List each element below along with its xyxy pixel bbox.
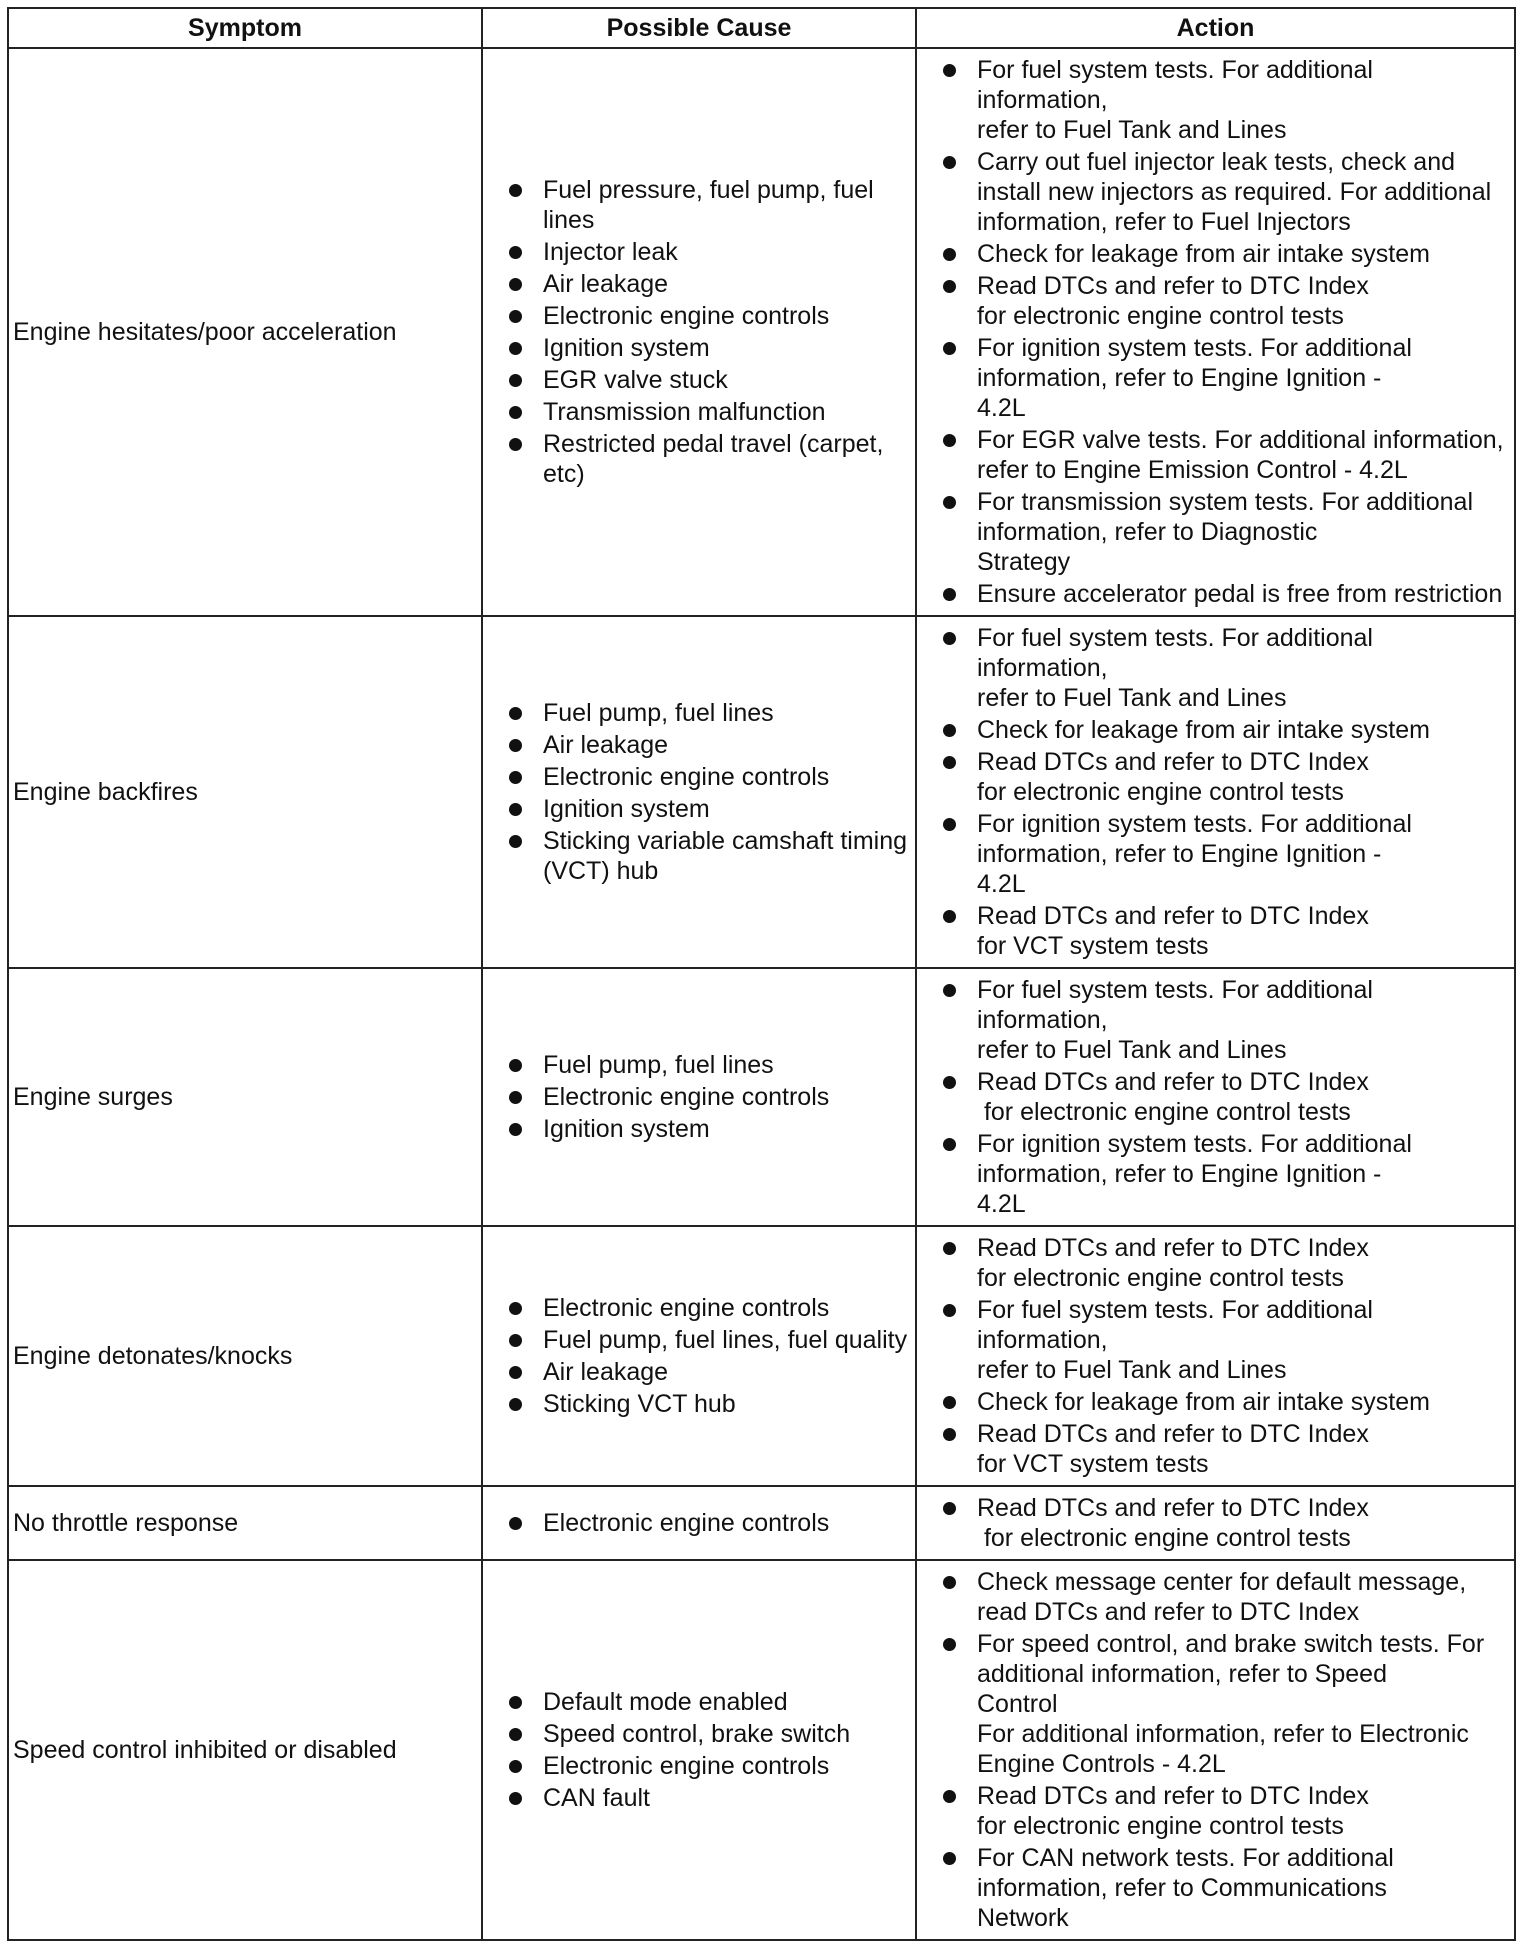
bullet-text-line: Fuel pump, fuel lines — [543, 699, 774, 727]
bullet-text-line: Check for leakage from air intake system — [977, 716, 1430, 744]
action-item — [941, 1129, 1510, 1219]
header-action: Action — [916, 8, 1515, 48]
bullet-text-line: For transmission system tests. For additional — [977, 488, 1473, 516]
bullet-text-line: For fuel system tests. For additional information, — [977, 624, 1380, 682]
bullet-text-line: 4.2L — [977, 1190, 1026, 1218]
action-list — [941, 975, 1510, 1219]
action-item — [941, 239, 1510, 269]
bullet-text-line: refer to Fuel Tank and Lines — [977, 1356, 1287, 1384]
bullet-text-line: Default mode enabled — [543, 1688, 788, 1716]
cause-item — [507, 1687, 909, 1717]
cause-item — [507, 333, 909, 363]
action-item — [941, 809, 1510, 899]
bullet-text-line: refer to Fuel Tank and Lines — [977, 116, 1287, 144]
action-item — [941, 1843, 1510, 1933]
cause-item — [507, 1082, 909, 1112]
bullet-text-line: additional information, refer to Speed — [977, 1660, 1387, 1688]
cause-item — [507, 301, 909, 331]
bullet-text-line: information, refer to Engine Ignition - — [977, 840, 1382, 868]
action-item — [941, 1295, 1510, 1385]
bullet-text-line: For ignition system tests. For additional — [977, 1130, 1412, 1158]
cause-cell — [482, 1560, 916, 1940]
cause-list — [507, 1508, 909, 1538]
cause-item — [507, 1783, 909, 1813]
bullet-text-line: install new injectors as required. For additional — [977, 178, 1492, 206]
bullet-text-line: For fuel system tests. For additional information, — [977, 976, 1380, 1034]
bullet-text-line: For CAN network tests. For additional — [977, 1844, 1394, 1872]
bullet-text-line: Electronic engine controls — [543, 1509, 830, 1537]
action-item — [941, 425, 1510, 485]
action-cell — [916, 48, 1515, 616]
action-item — [941, 487, 1510, 577]
symptom-cell: No throttle response — [8, 1486, 482, 1560]
action-item — [941, 1419, 1510, 1479]
bullet-text-line: For fuel system tests. For additional information, — [977, 56, 1380, 114]
symptom-cell: Engine backfires — [8, 616, 482, 968]
action-list — [941, 1567, 1510, 1933]
cause-item — [507, 794, 909, 824]
cause-item — [507, 1050, 909, 1080]
table-row — [8, 1486, 1515, 1560]
cause-item — [507, 730, 909, 760]
symptom-cell: Engine surges — [8, 968, 482, 1226]
bullet-text-line: CAN fault — [543, 1784, 650, 1812]
action-item — [941, 1629, 1510, 1779]
action-item — [941, 623, 1510, 713]
cause-list — [507, 698, 909, 886]
bullet-text-line: for electronic engine control tests — [977, 1812, 1344, 1840]
cause-list — [507, 175, 909, 489]
bullet-text-line: for VCT system tests — [977, 932, 1209, 960]
action-item — [941, 579, 1510, 609]
bullet-text-line: for electronic engine control tests — [977, 1098, 1351, 1126]
bullet-text-line: Electronic engine controls — [543, 763, 830, 791]
bullet-text-line: For ignition system tests. For additional — [977, 810, 1412, 838]
action-cell — [916, 1486, 1515, 1560]
bullet-text-line: Air leakage — [543, 270, 669, 298]
bullet-text-line: refer to Fuel Tank and Lines — [977, 1036, 1287, 1064]
action-item — [941, 1493, 1510, 1553]
bullet-text-line: Electronic engine controls — [543, 1294, 830, 1322]
cause-item — [507, 397, 909, 427]
cause-item — [507, 698, 909, 728]
bullet-text-line: for electronic engine control tests — [977, 302, 1344, 330]
cause-item — [507, 1719, 909, 1749]
bullet-text-line: information, refer to Communications — [977, 1874, 1387, 1902]
bullet-text-line: Transmission malfunction — [543, 398, 826, 426]
bullet-text-line: Engine Controls - 4.2L — [977, 1750, 1226, 1778]
bullet-text-line: For speed control, and brake switch tests. For — [977, 1630, 1485, 1658]
bullet-text-line: Read DTCs and refer to DTC Index — [977, 272, 1369, 300]
bullet-text-line: Fuel pump, fuel lines — [543, 1051, 774, 1079]
action-item — [941, 975, 1510, 1065]
action-item — [941, 271, 1510, 331]
action-item — [941, 55, 1510, 145]
cause-item — [507, 429, 909, 489]
action-cell — [916, 616, 1515, 968]
bullet-text-line: information, refer to Engine Ignition - — [977, 1160, 1382, 1188]
cause-item — [507, 365, 909, 395]
bullet-text-line: read DTCs and refer to DTC Index — [977, 1598, 1360, 1626]
cause-list — [507, 1687, 909, 1813]
bullet-text-line: Read DTCs and refer to DTC Index — [977, 1420, 1369, 1448]
bullet-text-line: Electronic engine controls — [543, 1083, 830, 1111]
action-item — [941, 1567, 1510, 1627]
bullet-text-line: Speed control, brake switch — [543, 1720, 851, 1748]
bullet-text-line: For EGR valve tests. For additional information, — [977, 426, 1504, 454]
bullet-text-line: for VCT system tests — [977, 1450, 1209, 1478]
bullet-text-line: Ensure accelerator pedal is free from restriction — [977, 580, 1503, 608]
bullet-text-line: Read DTCs and refer to DTC Index — [977, 1234, 1369, 1262]
bullet-text-line: refer to Engine Emission Control - 4.2L — [977, 456, 1408, 484]
bullet-text-line: Restricted pedal travel (carpet, — [543, 430, 884, 458]
symptom-cell: Engine detonates/knocks — [8, 1226, 482, 1486]
bullet-text-line: Electronic engine controls — [543, 302, 830, 330]
bullet-text-line: information, refer to Engine Ignition - — [977, 364, 1382, 392]
cause-item — [507, 1751, 909, 1781]
table-row — [8, 48, 1515, 616]
cause-item — [507, 269, 909, 299]
table-row — [8, 1226, 1515, 1486]
cause-cell — [482, 48, 916, 616]
bullet-text-line: Strategy — [977, 548, 1071, 576]
symptom-chart-table — [7, 7, 1516, 1941]
cause-cell — [482, 968, 916, 1226]
table-row — [8, 968, 1515, 1226]
bullet-text-line: Ignition system — [543, 1115, 710, 1143]
bullet-text-line: For additional information, refer to Electronic — [977, 1720, 1469, 1748]
bullet-text-line: Check for leakage from air intake system — [977, 240, 1430, 268]
cause-cell — [482, 616, 916, 968]
cause-item — [507, 1389, 909, 1419]
table-row — [8, 616, 1515, 968]
bullet-text-line: Carry out fuel injector leak tests, check and — [977, 148, 1456, 176]
bullet-text-line: Electronic engine controls — [543, 1752, 830, 1780]
bullet-text-line: Control — [977, 1690, 1058, 1718]
action-item — [941, 333, 1510, 423]
cause-item — [507, 1114, 909, 1144]
table-body — [8, 48, 1515, 1940]
bullet-text-line: Read DTCs and refer to DTC Index — [977, 748, 1369, 776]
cause-item — [507, 1357, 909, 1387]
cause-item — [507, 175, 909, 235]
action-item — [941, 715, 1510, 745]
bullet-text-line: Read DTCs and refer to DTC Index — [977, 1782, 1369, 1810]
bullet-text-line: etc) — [543, 460, 585, 488]
cause-cell — [482, 1226, 916, 1486]
action-item — [941, 1067, 1510, 1127]
table-row — [8, 1560, 1515, 1940]
action-list — [941, 55, 1510, 609]
bullet-text-line: information, refer to Fuel Injectors — [977, 208, 1351, 236]
bullet-text-line: EGR valve stuck — [543, 366, 728, 394]
cause-item — [507, 237, 909, 267]
header-possible-cause: Possible Cause — [482, 8, 916, 48]
cause-item — [507, 826, 909, 886]
action-item — [941, 147, 1510, 237]
action-list — [941, 623, 1510, 961]
symptom-cell: Engine hesitates/poor acceleration — [8, 48, 482, 616]
cause-list — [507, 1050, 909, 1144]
action-item — [941, 1387, 1510, 1417]
bullet-text-line: information, refer to Diagnostic — [977, 518, 1318, 546]
action-cell — [916, 968, 1515, 1226]
bullet-text-line: Check message center for default message, — [977, 1568, 1467, 1596]
bullet-text-line: Ignition system — [543, 334, 710, 362]
action-cell — [916, 1226, 1515, 1486]
symptom-cell: Speed control inhibited or disabled — [8, 1560, 482, 1940]
bullet-text-line: Fuel pump, fuel lines, fuel quality — [543, 1326, 908, 1354]
cause-cell — [482, 1486, 916, 1560]
bullet-text-line: Fuel pressure, fuel pump, fuel — [543, 176, 874, 204]
action-item — [941, 1233, 1510, 1293]
bullet-text-line: Read DTCs and refer to DTC Index — [977, 902, 1369, 930]
bullet-text-line: for electronic engine control tests — [977, 1264, 1344, 1292]
cause-item — [507, 1325, 909, 1355]
action-item — [941, 747, 1510, 807]
action-item — [941, 1781, 1510, 1841]
bullet-text-line: Injector leak — [543, 238, 678, 266]
action-list — [941, 1493, 1510, 1553]
bullet-text-line: Check for leakage from air intake system — [977, 1388, 1430, 1416]
bullet-text-line: 4.2L — [977, 870, 1026, 898]
action-cell — [916, 1560, 1515, 1940]
header-row — [8, 8, 1515, 48]
action-list — [941, 1233, 1510, 1479]
bullet-text-line: Read DTCs and refer to DTC Index — [977, 1068, 1369, 1096]
bullet-text-line: Sticking variable camshaft timing — [543, 827, 908, 855]
cause-list — [507, 1293, 909, 1419]
bullet-text-line: 4.2L — [977, 394, 1026, 422]
bullet-text-line: lines — [543, 206, 595, 234]
bullet-text-line: Air leakage — [543, 1358, 669, 1386]
action-item — [941, 901, 1510, 961]
cause-item — [507, 1508, 909, 1538]
bullet-text-line: Read DTCs and refer to DTC Index — [977, 1494, 1369, 1522]
bullet-text-line: For fuel system tests. For additional information, — [977, 1296, 1380, 1354]
bullet-text-line: refer to Fuel Tank and Lines — [977, 684, 1287, 712]
header-symptom: Symptom — [8, 8, 482, 48]
bullet-text-line: For ignition system tests. For additional — [977, 334, 1412, 362]
bullet-text-line: (VCT) hub — [543, 857, 659, 885]
cause-item — [507, 762, 909, 792]
bullet-text-line: for electronic engine control tests — [977, 778, 1344, 806]
bullet-text-line: Sticking VCT hub — [543, 1390, 736, 1418]
cause-item — [507, 1293, 909, 1323]
bullet-text-line: for electronic engine control tests — [977, 1524, 1351, 1552]
bullet-text-line: Network — [977, 1904, 1069, 1932]
bullet-text-line: Air leakage — [543, 731, 669, 759]
bullet-text-line: Ignition system — [543, 795, 710, 823]
